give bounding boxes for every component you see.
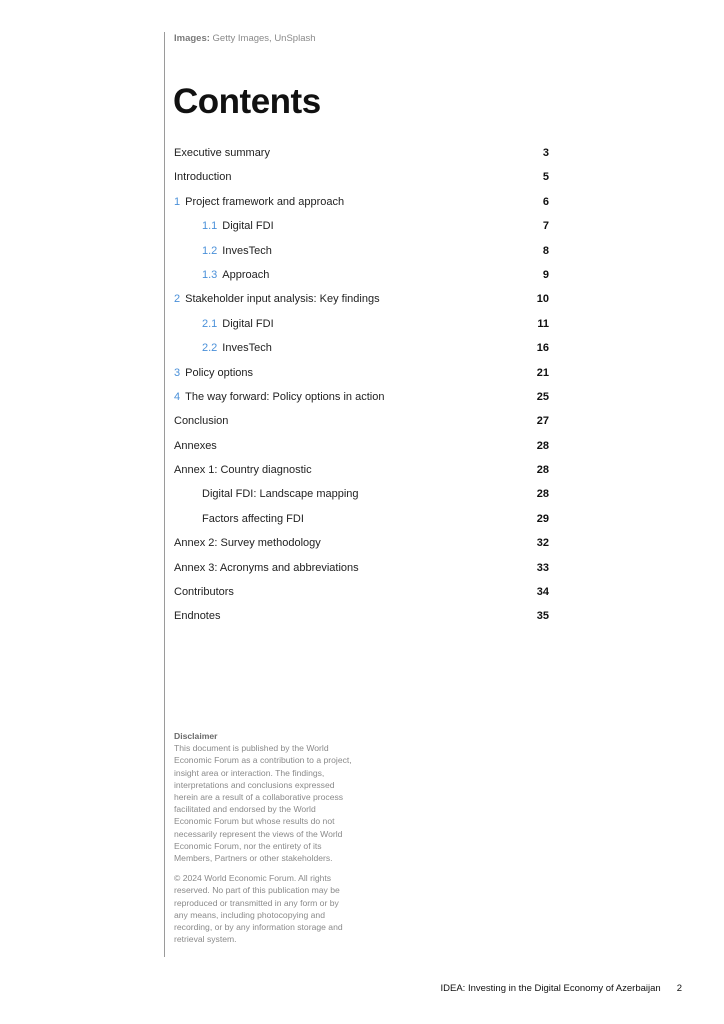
disclaimer	[174, 730, 354, 953]
toc-entry-number: 3	[174, 366, 181, 379]
toc-entry-page: 32	[536, 537, 549, 550]
table-of-contents	[174, 141, 549, 629]
toc-entry-label: The way forward: Policy options in action	[185, 390, 385, 403]
toc-entry[interactable]	[174, 434, 549, 458]
page-footer	[441, 983, 683, 994]
toc-entry-label: Annex 2: Survey methodology	[174, 537, 321, 550]
toc-entry[interactable]	[174, 263, 549, 287]
disclaimer-body: This document is published by the World Economic Forum as a contribution to a project, insight area or interaction. The findings, interpretations and conclusions expressed herein are a result of a collaborative process facilitated and endorsed by the World Economic Forum but whose results do not necessarily represent the views of the World Economic Forum, nor the entirety of its Members, Partners or other stakeholders.	[174, 743, 352, 864]
toc-entry[interactable]	[174, 385, 549, 409]
toc-entry-label: Policy options	[185, 366, 253, 379]
toc-entry[interactable]	[174, 287, 549, 311]
toc-entry-number: 2.1	[202, 317, 218, 330]
toc-entry-label: Approach	[222, 268, 270, 281]
toc-entry[interactable]	[174, 141, 549, 165]
toc-entry-label: Stakeholder input analysis: Key findings	[185, 293, 380, 306]
toc-entry-label: Factors affecting FDI	[202, 512, 304, 525]
toc-entry-label: InvesTech	[222, 342, 272, 355]
toc-entry-number: 1.3	[202, 268, 218, 281]
page-number: 2	[676, 983, 682, 994]
toc-entry-page: 34	[536, 586, 549, 599]
image-credits-label: Images:	[174, 33, 210, 44]
toc-entry-page: 11	[537, 317, 549, 330]
toc-entry[interactable]	[174, 239, 549, 263]
toc-entry-label: Executive summary	[174, 147, 270, 159]
toc-entry-page: 5	[542, 171, 549, 184]
toc-entry[interactable]	[174, 458, 549, 482]
toc-entry-number: 4	[174, 390, 181, 403]
image-credits-value: Getty Images, UnSplash	[212, 33, 316, 44]
toc-entry-number: 2.2	[202, 342, 218, 355]
toc-entry-label: Annex 3: Acronyms and abbreviations	[174, 561, 359, 574]
toc-entry-page: 10	[536, 293, 549, 306]
toc-entry-label: Digital FDI	[222, 220, 274, 233]
toc-entry-label: Endnotes	[174, 610, 221, 623]
toc-entry[interactable]	[174, 580, 549, 604]
toc-entry-page: 6	[542, 195, 549, 208]
toc-entry-page: 25	[536, 390, 549, 403]
toc-entry-page: 27	[536, 415, 549, 428]
toc-entry-page: 21	[536, 366, 549, 379]
toc-entry-number: 2	[174, 293, 181, 306]
footer-title: IDEA: Investing in the Digital Economy of Azerbaijan	[440, 983, 661, 994]
toc-entry-label: Introduction	[174, 171, 232, 184]
toc-entry-page: 29	[536, 512, 549, 525]
toc-entry-page: 33	[536, 561, 549, 574]
margin-rule	[164, 32, 165, 957]
toc-entry-label: InvesTech	[222, 244, 272, 257]
toc-entry-page: 35	[536, 610, 549, 623]
image-credits	[174, 33, 316, 44]
toc-entry[interactable]	[174, 361, 549, 385]
toc-entry[interactable]	[174, 531, 549, 555]
toc-entry-page: 28	[536, 439, 549, 452]
toc-entry[interactable]	[174, 556, 549, 580]
copyright-notice: © 2024 World Economic Forum. All rights reserved. No part of this publication may be reproduced or transmitted in any form or by any means, including photocopying and recording, or by any information storage and retrieval system.	[174, 873, 343, 945]
toc-entry[interactable]	[174, 507, 549, 531]
toc-entry-number: 1	[174, 195, 181, 208]
toc-entry[interactable]	[174, 165, 549, 189]
toc-entry[interactable]	[174, 312, 549, 336]
toc-entry[interactable]	[174, 336, 549, 360]
toc-entry-label: Digital FDI: Landscape mapping	[202, 488, 359, 501]
toc-entry-label: Contributors	[174, 586, 234, 599]
toc-entry-label: Conclusion	[174, 415, 229, 428]
toc-entry-number: 1.1	[202, 220, 218, 233]
toc-entry-page: 28	[536, 464, 549, 477]
toc-entry-page: 7	[542, 220, 549, 233]
disclaimer-heading: Disclaimer	[174, 731, 218, 741]
toc-entry-page: 9	[542, 268, 549, 281]
toc-entry-label: Annexes	[174, 439, 217, 452]
toc-entry-page: 28	[536, 488, 549, 501]
toc-entry-page: 3	[542, 147, 549, 159]
toc-entry-page: 8	[542, 244, 549, 257]
toc-entry-label: Project framework and approach	[185, 195, 345, 208]
toc-entry-label: Digital FDI	[222, 317, 274, 330]
toc-entry-number: 1.2	[202, 244, 218, 257]
toc-entry[interactable]	[174, 409, 549, 433]
toc-entry[interactable]	[174, 604, 549, 628]
toc-entry-label: Annex 1: Country diagnostic	[174, 464, 312, 477]
page-title: Contents	[173, 82, 321, 121]
toc-entry-page: 16	[536, 342, 549, 355]
toc-entry[interactable]	[174, 190, 549, 214]
toc-entry[interactable]	[174, 482, 549, 506]
toc-entry[interactable]	[174, 214, 549, 238]
